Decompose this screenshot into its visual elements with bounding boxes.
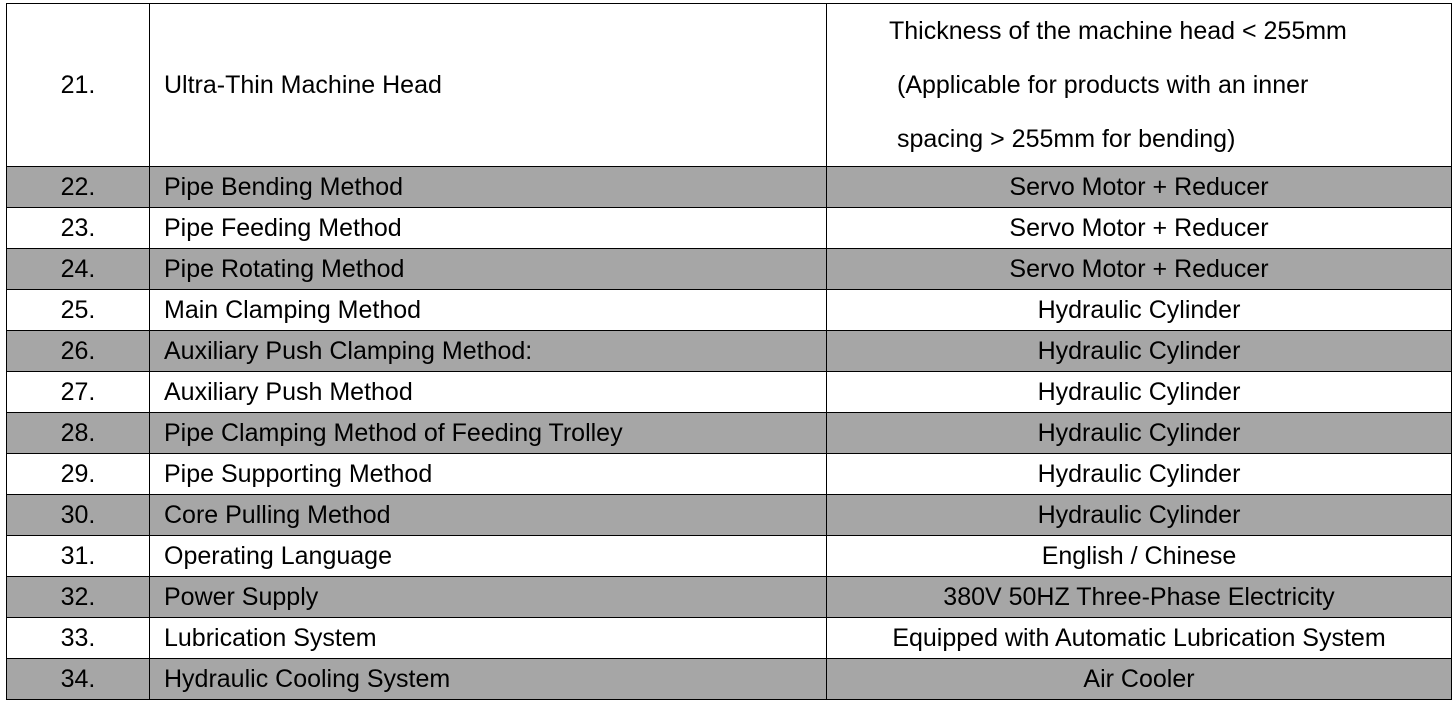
row-item: Pipe Bending Method [150,167,827,208]
table-row [7,290,1452,331]
row-item: Pipe Clamping Method of Feeding Trolley [150,413,827,454]
row-number: 33. [7,618,150,659]
table-row [7,167,1452,208]
row-value: Equipped with Automatic Lubrication System [827,618,1452,659]
row-value-line: Thickness of the machine head < 255mm [889,17,1347,45]
row-number: 32. [7,577,150,618]
row-number: 28. [7,413,150,454]
table-row [7,618,1452,659]
row-number: 30. [7,495,150,536]
row-number: 24. [7,249,150,290]
row-value: Hydraulic Cylinder [827,454,1452,495]
table-row [7,454,1452,495]
spec-table [6,3,1452,700]
row-item: Hydraulic Cooling System [150,659,827,700]
row-number: 31. [7,536,150,577]
row-number: 29. [7,454,150,495]
row-number: 23. [7,208,150,249]
row-item: Ultra-Thin Machine Head [150,4,827,167]
table-row [7,577,1452,618]
row-item: Lubrication System [150,618,827,659]
row-number: 27. [7,372,150,413]
row-value: Hydraulic Cylinder [827,413,1452,454]
row-item: Auxiliary Push Method [150,372,827,413]
table-row [7,249,1452,290]
table-row [7,659,1452,700]
row-number: 22. [7,167,150,208]
table-row [7,4,1452,167]
row-value: Hydraulic Cylinder [827,372,1452,413]
row-value-line: (Applicable for products with an inner [897,71,1309,99]
row-value: Servo Motor + Reducer [827,249,1452,290]
row-number: 26. [7,331,150,372]
row-value-line: spacing > 255mm for bending) [897,125,1236,153]
row-item: Core Pulling Method [150,495,827,536]
row-item: Pipe Rotating Method [150,249,827,290]
table-row [7,495,1452,536]
row-number: 21. [7,4,150,167]
row-item: Pipe Feeding Method [150,208,827,249]
table-row [7,372,1452,413]
row-item: Pipe Supporting Method [150,454,827,495]
row-value: Servo Motor + Reducer [827,167,1452,208]
row-value: Hydraulic Cylinder [827,290,1452,331]
row-number: 34. [7,659,150,700]
row-value: Servo Motor + Reducer [827,208,1452,249]
table-row [7,331,1452,372]
row-number: 25. [7,290,150,331]
row-value: English / Chinese [827,536,1452,577]
row-item: Main Clamping Method [150,290,827,331]
row-value: Air Cooler [827,659,1452,700]
table-row [7,208,1452,249]
table-row [7,536,1452,577]
row-value [827,4,1452,167]
row-item: Power Supply [150,577,827,618]
row-item: Auxiliary Push Clamping Method: [150,331,827,372]
row-value: 380V 50HZ Three-Phase Electricity [827,577,1452,618]
table-row [7,413,1452,454]
row-item: Operating Language [150,536,827,577]
row-value: Hydraulic Cylinder [827,331,1452,372]
row-value: Hydraulic Cylinder [827,495,1452,536]
